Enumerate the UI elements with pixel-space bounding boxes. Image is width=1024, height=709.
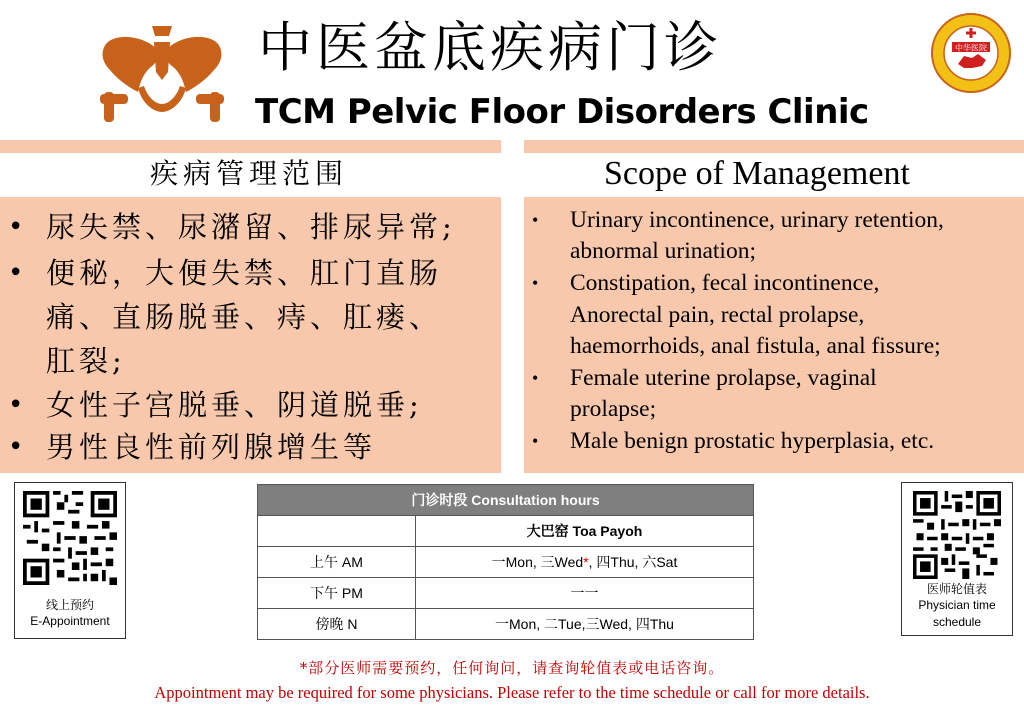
bullet: • [532, 431, 539, 451]
pelvis-icon [100, 22, 224, 122]
bullet: • [532, 210, 539, 230]
physician-schedule-qr-card[interactable] [901, 482, 1013, 636]
qr-label-cn: 线上预约 [45, 598, 94, 612]
appointment-note-en: Appointment may be required for some physicians. Please refer to the time schedule or call for more details. [154, 683, 870, 702]
table-row [258, 547, 754, 578]
page-title-en: TCM Pelvic Floor Disorders Clinic [255, 92, 869, 132]
e-appointment-qr-card[interactable] [14, 482, 126, 639]
qr-label-en: E-Appointment [30, 614, 110, 628]
bullet: • [8, 432, 28, 462]
scope-bar-left [0, 140, 501, 153]
bullet: • [8, 258, 28, 288]
appointment-note-cn: *部分医师需要预约，任何询问，请查询轮值表或电话咨询。 [299, 659, 725, 677]
page-title-cn: 中医盆底疾病门诊 [258, 16, 722, 79]
days-cell: 一一 [416, 578, 754, 609]
scope-list-cn: • 尿失禁、尿潴留、排尿异常; • 便秘，大便失禁、肛门直肠 痛、直肠脱垂、痔、肛瘘、 肛裂; • 女性子宫脱垂、阴道脱垂; • 男性良性前列腺增生等 [0, 197, 501, 473]
qr-code-icon[interactable] [910, 491, 1004, 579]
table-row [258, 578, 754, 609]
period-cell: 下午 PM [258, 578, 416, 609]
period-cell: 傍晚 N [258, 609, 416, 640]
appointment-star: * [583, 554, 589, 570]
institution-seal-icon [930, 12, 1012, 94]
scope-list-en: • Urinary incontinence, urinary retention, abnormal urination; • Constipation, fecal incontinence, Anorectal pain, rectal prolapse, haemorrhoids, anal fistula, anal fissure; • Female uterine prolapse, vaginal prolapse; • Male benign prostatic hyperplasia, etc. [524, 197, 1024, 473]
bullet: • [8, 212, 28, 242]
days-cell: 一Mon, 二Tue,三Wed, 四Thu [416, 609, 754, 640]
days-cell: 一Mon, 三Wed*, 四Thu, 六Sat [416, 547, 754, 578]
location-header: 大巴窑 Toa Payoh [416, 516, 754, 547]
scope-heading-cn: 疾病管理范围 [150, 157, 349, 190]
bullet: • [532, 273, 539, 293]
table-row [258, 609, 754, 640]
bullet: • [8, 390, 28, 420]
bullet: • [532, 368, 539, 388]
qr-label-cn: 医师轮值表 [926, 582, 987, 596]
table-title-row [258, 485, 754, 516]
seal-text: 中华医院 [955, 43, 987, 53]
table-header-row [258, 516, 754, 547]
qr-code-icon[interactable] [23, 491, 117, 585]
qr-label-en-2: schedule [932, 615, 982, 629]
period-cell: 上午 AM [258, 547, 416, 578]
table-header-empty [258, 516, 416, 547]
table-title: 门诊时段 Consultation hours [258, 485, 754, 516]
scope-heading-en: Scope of Management [604, 155, 910, 192]
consultation-hours-table [257, 484, 754, 640]
qr-label-en-1: Physician time [918, 598, 996, 612]
